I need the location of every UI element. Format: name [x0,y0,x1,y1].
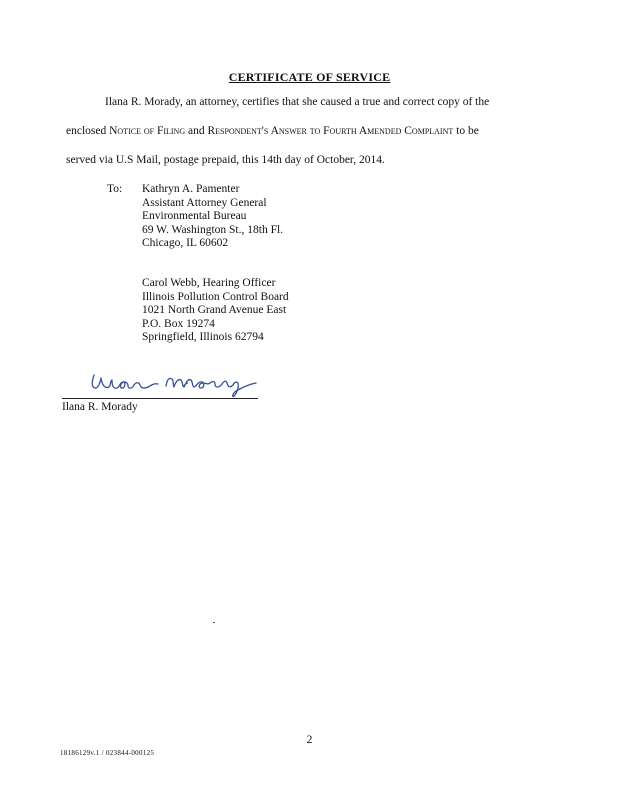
address-line: Springfield, Illinois 62794 [142,331,264,343]
address-line: Carol Webb, Hearing Officer [142,277,276,289]
certification-line-3: served via U.S Mail, postage prepaid, this 14th day of October, 2014. [66,154,385,166]
to-label: To: [107,183,123,195]
address-line: 69 W. Washington St., 18th Fl. [142,223,284,236]
signer-name: Ilana R. Morady [62,401,138,413]
certification-line-2 [66,117,546,146]
signature-graphic [62,363,262,403]
address-line: Assistant Attorney General [142,196,267,209]
certification-line-1: Ilana R. Morady, an attorney, certifies that she caused a true and correct copy of the [105,96,490,108]
document-title: CERTIFICATE OF SERVICE [228,70,391,84]
address-line: Chicago, IL 60602 [142,237,229,249]
address-line: P.O. Box 19274 [142,317,215,330]
address-line: Environmental Bureau [142,210,247,222]
recipient-address-block [142,277,289,345]
address-line: Kathryn A. Pamenter [142,183,240,195]
handwritten-signature [62,363,262,403]
suffix-text: to be [453,125,479,137]
address-line: Illinois Pollution Control Board [142,290,289,303]
answer-title: Respondent's Answer to Fourth Amended Complaint [207,125,454,137]
recipient-address-block [142,183,283,251]
prefix-text: enclosed [66,125,110,137]
and-text: and [185,125,208,137]
stray-mark [213,622,215,623]
address-line: 1021 North Grand Avenue East [142,304,287,316]
page-number: 2 [306,734,313,746]
certification-paragraph [66,88,546,175]
notice-of-filing-title: Notice of Filing [109,125,186,137]
document-id: 18186129v.1 / 023844-000125 [60,749,155,757]
signature-line [62,398,258,399]
